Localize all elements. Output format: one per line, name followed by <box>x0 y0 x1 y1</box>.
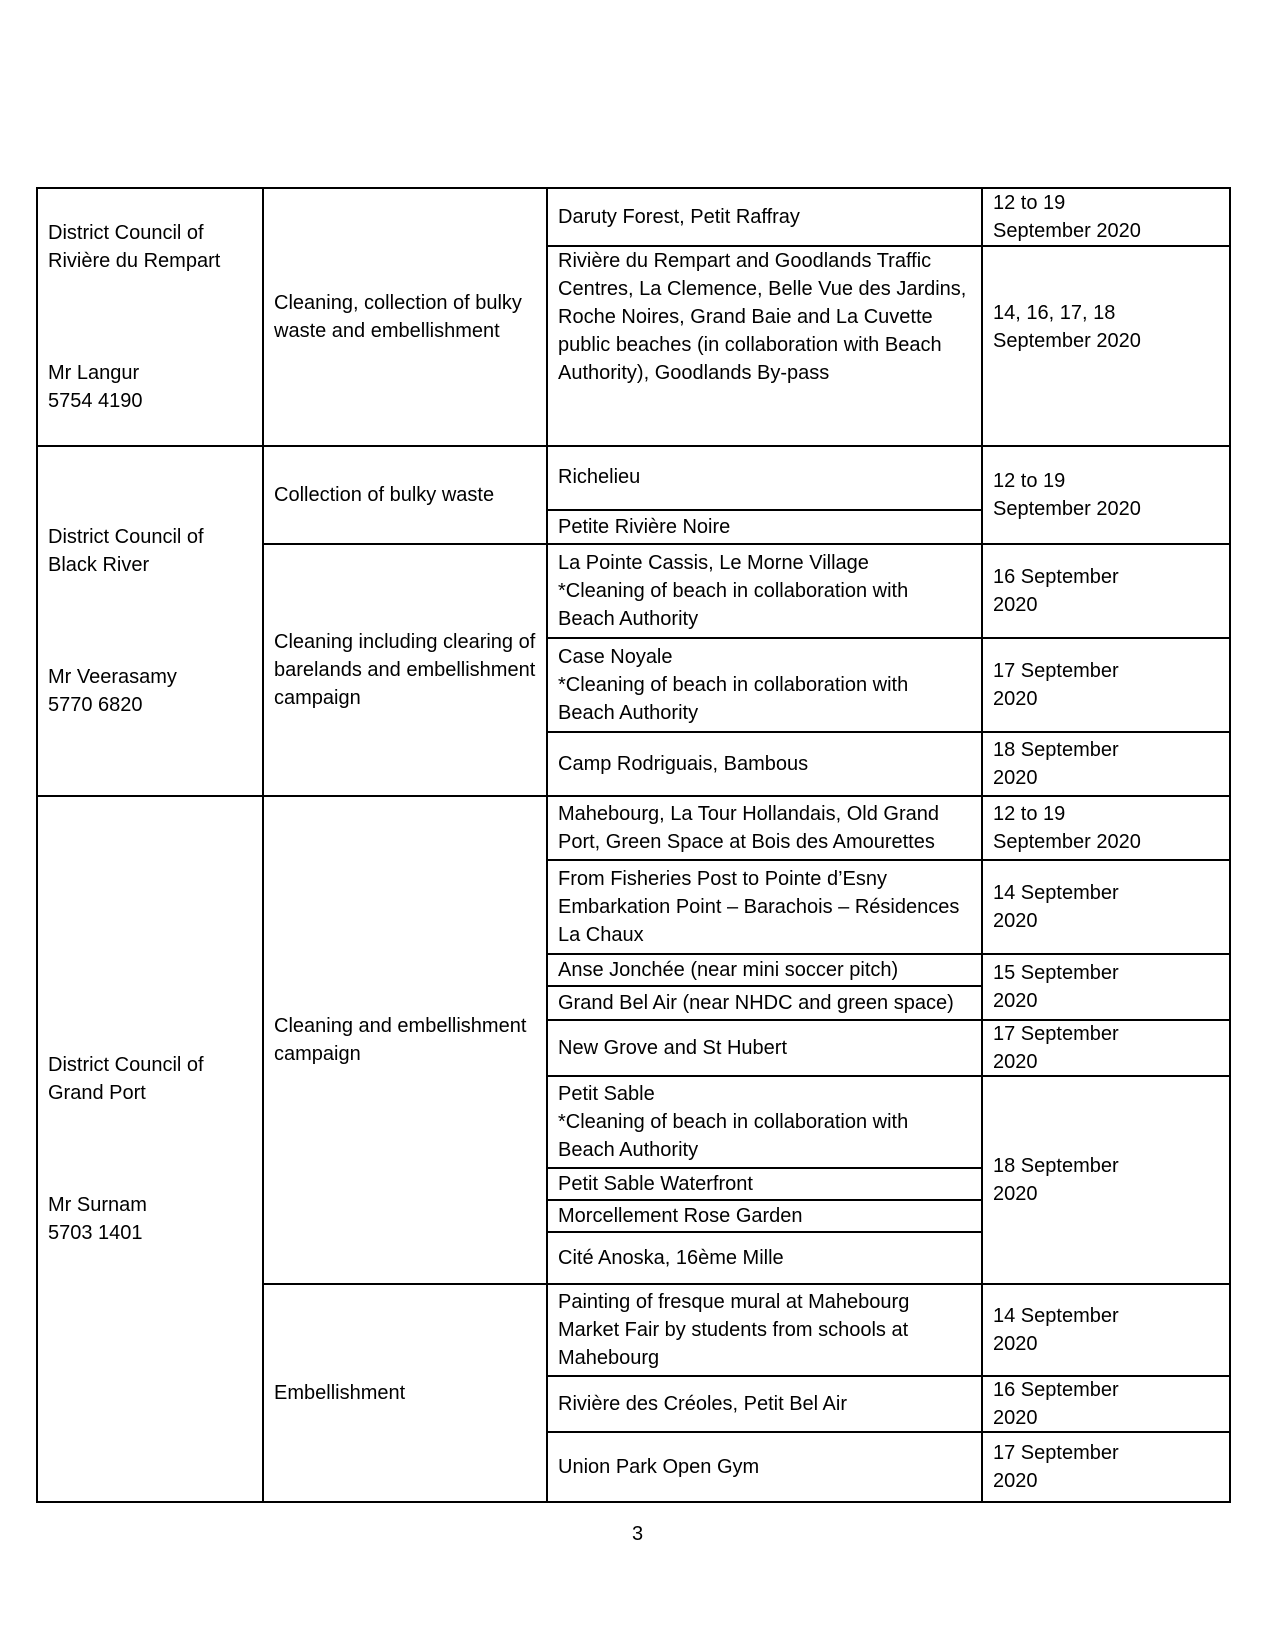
date-cell: 14 September 2020 <box>993 882 1119 932</box>
council-name: District Council of Grand Port <box>48 1054 204 1104</box>
location-cell: Painting of fresque mural at Mahebourg Market Fair by students from schools at Mahebourg <box>558 1291 910 1369</box>
activity-cell: Cleaning, collection of bulky waste and embellishment <box>274 292 522 342</box>
council-contact: Mr Surnam 5703 1401 <box>48 1194 147 1244</box>
page-number: 3 <box>631 1523 644 1545</box>
location-cell: Morcellement Rose Garden <box>558 1205 803 1227</box>
location-cell: New Grove and St Hubert <box>558 1037 787 1059</box>
location-cell: Petite Rivière Noire <box>558 516 731 538</box>
location-cell: Union Park Open Gym <box>558 1456 760 1478</box>
date-cell: 18 September 2020 <box>993 739 1119 789</box>
activity-cell: Cleaning including clearing of barelands and embellishment campaign <box>274 631 536 709</box>
council-contact: Mr Veerasamy 5770 6820 <box>48 666 177 716</box>
council-name: District Council of Black River <box>48 526 204 576</box>
council-name: District Council of Rivière du Rempart <box>48 222 221 272</box>
date-cell: 16 September 2020 <box>993 566 1119 616</box>
location-cell: From Fisheries Post to Pointe d’Esny Embarkation Point – Barachois – Résidences La Chaux <box>558 868 960 946</box>
date-cell: 17 September 2020 <box>993 1442 1119 1492</box>
date-cell: 14 September 2020 <box>993 1305 1119 1355</box>
location-cell: Grand Bel Air (near NHDC and green space) <box>558 992 954 1014</box>
date-cell: 17 September 2020 <box>993 660 1119 710</box>
council-cell <box>38 189 262 445</box>
location-cell: Mahebourg, La Tour Hollandais, Old Grand Port, Green Space at Bois des Amourettes <box>558 803 939 853</box>
council-cell <box>38 797 262 1501</box>
date-cell: 14, 16, 17, 18 September 2020 <box>993 302 1141 352</box>
location-cell: Cité Anoska, 16ème Mille <box>558 1247 784 1269</box>
location-cell: Case Noyale *Cleaning of beach in collaboration with Beach Authority <box>558 646 909 724</box>
date-cell: 17 September 2020 <box>993 1023 1119 1073</box>
location-cell: Petit Sable Waterfront <box>558 1173 753 1195</box>
location-cell: Daruty Forest, Petit Raffray <box>558 206 800 228</box>
council-cell <box>38 447 262 795</box>
location-cell: Rivière du Rempart and Goodlands Traffic Centres, La Clemence, Belle Vue des Jardins, Roche Noires, Grand Baie and La Cuvette public beaches (in collaboration with Beach Authority), Goodlands By-pass <box>558 250 967 384</box>
date-cell: 12 to 19 September 2020 <box>993 470 1141 520</box>
location-cell: Rivière des Créoles, Petit Bel Air <box>558 1393 848 1415</box>
date-cell: 15 September 2020 <box>993 962 1119 1012</box>
activity-schedule-table <box>36 187 1231 1503</box>
council-contact: Mr Langur 5754 4190 <box>48 362 143 412</box>
date-cell: 12 to 19 September 2020 <box>993 803 1141 853</box>
location-cell: La Pointe Cassis, Le Morne Village *Cleaning of beach in collaboration with Beach Authority <box>558 552 909 630</box>
location-cell: Petit Sable *Cleaning of beach in collaboration with Beach Authority <box>558 1083 909 1161</box>
activity-cell: Embellishment <box>274 1382 406 1404</box>
activity-cell: Cleaning and embellishment campaign <box>274 1015 527 1065</box>
location-cell: Anse Jonchée (near mini soccer pitch) <box>558 959 899 981</box>
date-cell: 18 September 2020 <box>993 1155 1119 1205</box>
date-cell: 16 September 2020 <box>993 1379 1119 1429</box>
location-cell: Richelieu <box>558 466 641 488</box>
date-cell: 12 to 19 September 2020 <box>993 192 1141 242</box>
location-cell: Camp Rodriguais, Bambous <box>558 753 809 775</box>
activity-cell: Collection of bulky waste <box>274 484 495 506</box>
